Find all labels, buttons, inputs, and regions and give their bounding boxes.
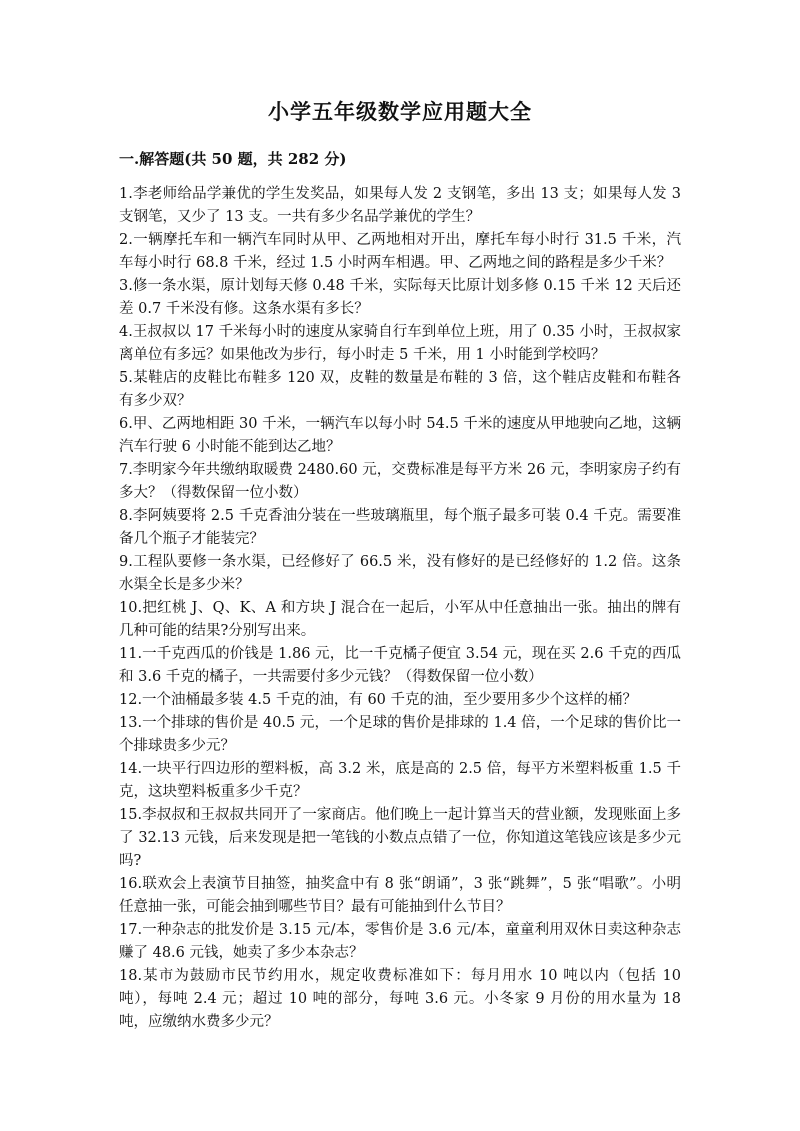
question-list (119, 183, 681, 1034)
question-item: 10.把红桃 J、Q、K、A 和方块 J 混合在一起后，小军从中任意抽出一张。抽出的牌有几种可能的结果?分别写出来。 (119, 600, 681, 639)
question-item: 3.修一条水渠，原计划每天修 0.48 千米，实际每天比原计划多修 0.15 千米 12 天后还差 0.7 千米没有修。这条水渠有多长？ (119, 278, 681, 317)
question-item: 15.李叔叔和王叔叔共同开了一家商店。他们晚上一起计算当天的营业额，发现账面上多了 32.13 元钱，后来发现是把一笔钱的小数点点错了一位，你知道这笔钱应该是多少元吗? (119, 807, 681, 869)
question-item: 13.一个排球的售价是 40.5 元，一个足球的售价是排球的 1.4 倍，一个足球的售价比一个排球贵多少元？ (119, 715, 681, 754)
question-item: 8.李阿姨要将 2.5 千克香油分装在一些玻璃瓶里，每个瓶子最多可装 0.4 千克。需要准备几个瓶子才能装完？ (119, 508, 681, 547)
question-item: 12.一个油桶最多装 4.5 千克的油，有 60 千克的油，至少要用多少个这样的桶？ (119, 692, 638, 708)
question-item: 2.一辆摩托车和一辆汽车同时从甲、乙两地相对开出，摩托车每小时行 31.5 千米，汽车每小时行 68.8 千米，经过 1.5 小时两车相遇。甲、乙两地之间的路程是多少千米？ (119, 232, 681, 271)
question-item: 14.一块平行四边形的塑料板，高 3.2 米，底是高的 2.5 倍，每平方米塑料板重 1.5 千克，这块塑料板重多少千克？ (119, 761, 681, 800)
question-item: 18.某市为鼓励市民节约用水，规定收费标准如下：每月用水 10 吨以内（包括 10 吨），每吨 2.4 元；超过 10 吨的部分，每吨 3.6 元。小冬家 9 月份的用水量为 18 吨，应缴纳水费多少元？ (119, 968, 681, 1030)
question-item: 16.联欢会上表演节目抽签，抽奖盒中有 8 张“朗诵”，3 张“跳舞”，5 张“唱歌”。小明任意抽一张，可能会抽到哪些节目？最有可能抽到什么节目？ (119, 876, 681, 915)
question-item: 6.甲、乙两地相距 30 千米，一辆汽车以每小时 54.5 千米的速度从甲地驶向乙地，这辆汽车行驶 6 小时能不能到达乙地？ (119, 416, 681, 455)
question-item: 1.李老师给品学兼优的学生发奖品，如果每人发 2 支钢笔，多出 13 支；如果每人发 3 支钢笔，又少了 13 支。一共有多少名品学兼优的学生？ (119, 186, 681, 225)
question-item: 9.工程队要修一条水渠，已经修好了 66.5 米，没有修好的是已经修好的 1.2 倍。这条水渠全长是多少米？ (119, 554, 681, 593)
question-item: 11.一千克西瓜的价钱是 1.86 元，比一千克橘子便宜 3.54 元，现在买 2.6 千克的西瓜和 3.6 千克的橘子，一共需要付多少元钱？（得数保留一位小数） (119, 646, 681, 685)
document-title: 小学五年级数学应用题大全 (268, 99, 532, 124)
question-item: 7.李明家今年共缴纳取暖费 2480.60 元，交费标准是每平方米 26 元，李明家房子约有多大？（得数保留一位小数） (119, 462, 681, 501)
question-item: 17.一种杂志的批发价是 3.15 元/本，零售价是 3.6 元/本，童童利用双休日卖这种杂志赚了 48.6 元钱，她卖了多少本杂志？ (119, 922, 681, 961)
section-heading: 一.解答题(共 50 题，共 282 分) (119, 150, 347, 168)
question-item: 5.某鞋店的皮鞋比布鞋多 120 双，皮鞋的数量是布鞋的 3 倍，这个鞋店皮鞋和布鞋各有多少双？ (119, 370, 681, 409)
question-item: 4.王叔叔以 17 千米每小时的速度从家骑自行车到单位上班，用了 0.35 小时，王叔叔家离单位有多远？如果他改为步行，每小时走 5 千米，用 1 小时能到学校吗？ (119, 324, 681, 363)
